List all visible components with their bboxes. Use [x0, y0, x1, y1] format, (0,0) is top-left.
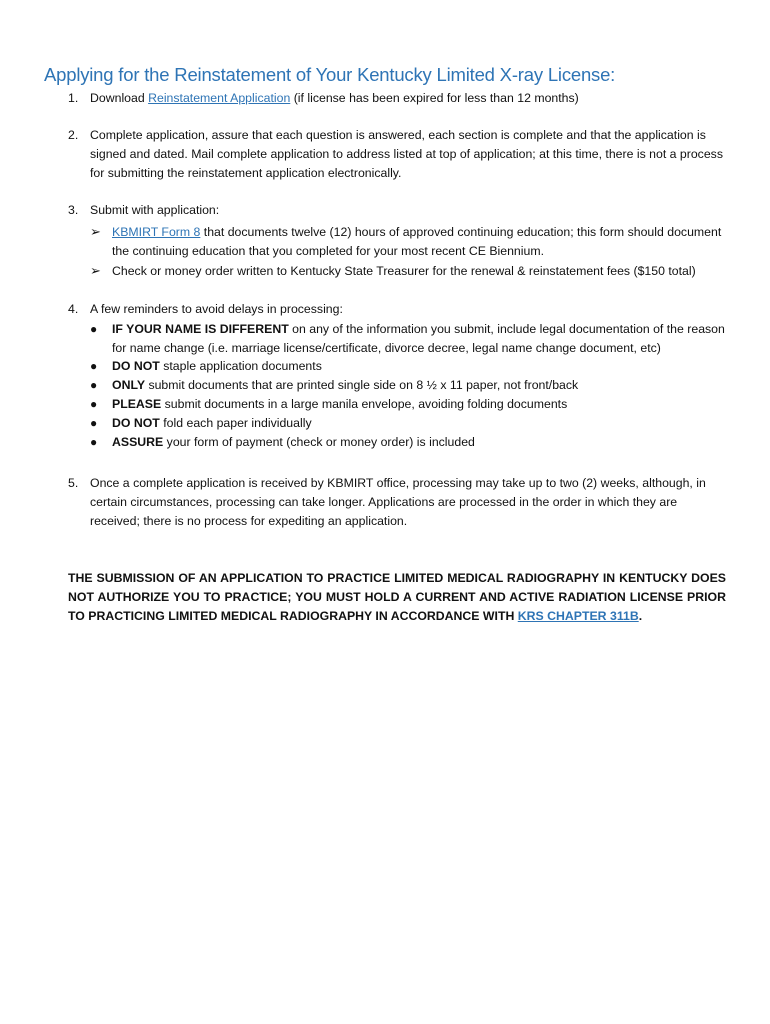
- kbmirt-form-8-link[interactable]: KBMIRT Form 8: [112, 224, 201, 239]
- reminder-rest: submit documents that are printed single side on 8 ½ x 11 paper, not front/back: [145, 378, 579, 393]
- subitem-payment: [90, 262, 728, 281]
- reminder-text: [112, 320, 728, 358]
- step-2: [68, 126, 728, 182]
- arrowhead-bullet-icon: ➢: [90, 223, 101, 239]
- subitem-text-rest: that documents twelve (12) hours of approved continuing education; this form should document the continuing education that you completed for your most recent CE Biennium.: [112, 224, 722, 258]
- reminder-rest: on any of the information you submit, include legal documentation of the reason for name change (i.e. marriage license/certificate, divorce decree, legal name change document, etc): [112, 321, 725, 355]
- legal-notice: [68, 569, 726, 626]
- disc-bullet-icon: ●: [90, 396, 98, 411]
- step-text: A few reminders to avoid delays in processing:: [90, 302, 343, 316]
- reminder-item: [90, 395, 728, 414]
- step-4: [68, 300, 728, 451]
- step-number: 3.: [68, 203, 79, 217]
- arrowhead-bullet-icon: ➢: [90, 263, 101, 279]
- reminder-emphasis: ONLY: [112, 378, 146, 393]
- reminder-text: [112, 414, 728, 433]
- step-1: [68, 89, 728, 108]
- reminder-text: [112, 357, 728, 376]
- step-text: Submit with application:: [90, 203, 220, 217]
- krs-chapter-311b-link[interactable]: KRS CHAPTER 311B: [517, 609, 639, 623]
- reminder-text: [112, 433, 728, 452]
- disc-bullet-icon: ●: [90, 359, 98, 374]
- reminder-rest: your form of payment (check or money order) is included: [163, 434, 475, 449]
- reminder-emphasis: ASSURE: [112, 434, 164, 449]
- step-text: Once a complete application is received by KBMIRT office, processing may take up to two (2) weeks, although, in certain circumstances, processing can take longer. Applications are processed in the order in which they are received; there is no process for expediting an application.: [90, 476, 706, 528]
- notice-text: THE SUBMISSION OF AN APPLICATION TO PRACTICE LIMITED MEDICAL RADIOGRAPHY IN KENTUCKY DOES NOT AUTHORIZE YOU TO PRACTICE; YOU MUST HOLD A CURRENT AND ACTIVE RADIATION LICENSE PRIOR TO PRACTICING LIMITED MEDICAL RADIOGRAPHY IN ACCORDANCE WITH: [68, 571, 726, 623]
- subitem-text: [112, 223, 728, 261]
- subitem-form8: [90, 223, 728, 261]
- reminder-item: [90, 357, 728, 376]
- step-body: [90, 300, 728, 451]
- step-text: Download: [90, 91, 149, 105]
- reminder-emphasis: DO NOT: [112, 415, 160, 430]
- reinstatement-application-link[interactable]: Reinstatement Application: [148, 91, 291, 105]
- page-title: Applying for the Reinstatement of Your Kentucky Limited X-ray License:: [44, 64, 616, 85]
- reminder-rest: submit documents in a large manila envelope, avoiding folding documents: [161, 396, 568, 411]
- reminder-emphasis: IF YOUR NAME IS DIFFERENT: [112, 321, 289, 336]
- step-number: 5.: [68, 476, 79, 490]
- reminder-rest: staple application documents: [159, 359, 322, 374]
- subitem-text: Check or money order written to Kentucky State Treasurer for the renewal & reinstatement fees ($150 total): [112, 264, 696, 279]
- reminder-text: [112, 376, 728, 395]
- step-body: [90, 89, 728, 108]
- reminder-item: [90, 376, 728, 395]
- notice-end: .: [638, 609, 643, 623]
- reminder-text: [112, 395, 728, 414]
- step-3: [68, 201, 728, 281]
- step-number: 2.: [68, 128, 79, 142]
- disc-bullet-icon: ●: [90, 415, 98, 430]
- step-number: 4.: [68, 302, 79, 316]
- reminder-emphasis: PLEASE: [112, 396, 162, 411]
- disc-bullet-icon: ●: [90, 321, 98, 336]
- step-text: Complete application, assure that each question is answered, each section is complete and that the application is signed and dated. Mail complete application to address listed at top of application; at this time, there is not a process for submitting the reinstatement application electronically.: [90, 128, 723, 180]
- reminder-item: [90, 320, 728, 358]
- reminder-item: [90, 414, 728, 433]
- disc-bullet-icon: ●: [90, 378, 98, 393]
- reminder-rest: fold each paper individually: [159, 415, 312, 430]
- step-text: (if license has been expired for less than 12 months): [290, 91, 579, 105]
- reminder-item: [90, 433, 728, 452]
- step-5: [68, 474, 728, 530]
- disc-bullet-icon: ●: [90, 434, 98, 449]
- step-body: [90, 201, 728, 281]
- step-number: 1.: [68, 91, 79, 105]
- reminder-emphasis: DO NOT: [112, 359, 160, 374]
